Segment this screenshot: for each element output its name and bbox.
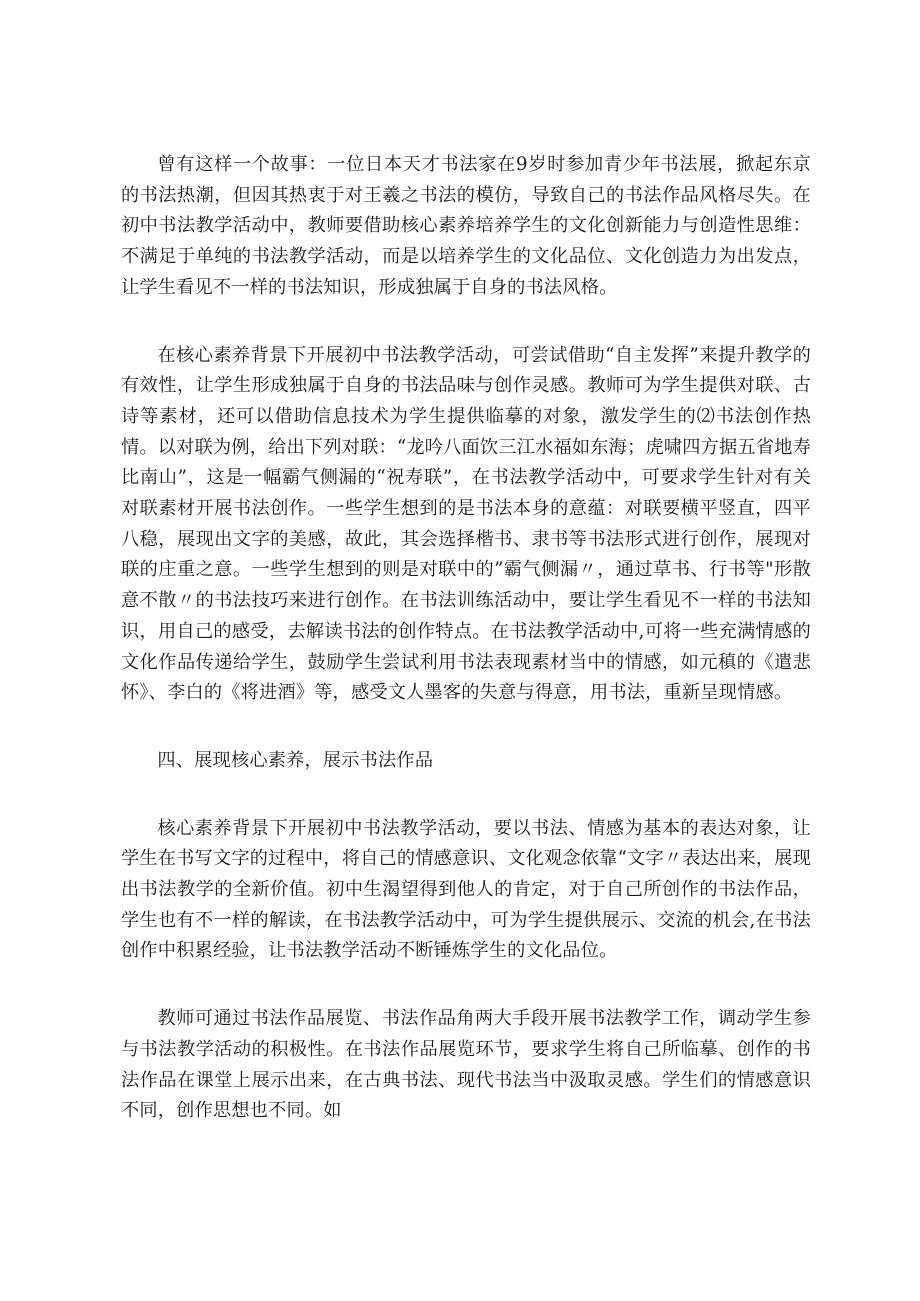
paragraph-story: 曾有这样一个故事：一位日本天才书法家在9岁时参加青少年书法展，掀起东京的书法热潮，但因其热衷于对王羲之书法的模仿，导致自己的书法作品风格尽失。在初中书法教学活动中，教师要借助核心素养培养学生的文化创新能力与创造性思维：不满足于单纯的书法教学活动，而是以培养学生的文化品位、文化创造力为出发点，让学生看见不一样的书法知识，形成独属于自身的书法风格。 [121, 154, 811, 298]
document-page [121, 150, 811, 1164]
paragraph-core-literacy: 核心素养背景下开展初中书法教学活动，要以书法、情感为基本的表达对象，让学生在书写文字的过程中，将自己的情感意识、文化观念依靠“文字〃表达出来，展现出书法教学的全新价值。初中生渴望得到他人的肯定，对于自己所创作的书法作品，学生也有不一样的解读，在书法教学活动中，可为学生提供展示、交流的机会,在书法创作中积累经验，让书法教学活动不断锤炼学生的文化品位。 [121, 817, 811, 962]
paragraph-exhibition: 教师可通过书法作品展览、书法作品角两大手段开展书法教学工作，调动学生参与书法教学活动的积极性。在书法作品展览环节，要求学生将自己所临摹、创作的书法作品在课堂上展示出来，在古典书法、现代书法当中汲取灵感。学生们的情感意识不同，创作思想也不同。如 [121, 1008, 811, 1122]
section-heading: 四、展现核心素养，展示书法作品 [157, 749, 434, 771]
paragraph-self-expression: 在核心素养背景下开展初中书法教学活动，可尝试借助“自主发挥”来提升教学的有效性，让学生形成独属于自身的书法品味与创作灵感。教师可为学生提供对联、古诗等素材，还可以借助信息技术为学生提供临摹的对象，激发学生的⑵书法创作热情。以对联为例，给出下列对联：“龙吟八面饮三江水福如东海；虎啸四方据五省地寿比南山”，这是一幅霸气侧漏的“祝寿联”，在书法教学活动中，可要求学生针对有关对联素材开展书法创作。一些学生想到的是书法本身的意蕴：对联要横平竖直，四平八稳，展现出文字的美感，故此，其会选择楷书、隶书等书法形式进行创作，展现对联的庄重之意。一些学生想到的则是对联中的”霸气侧漏〃，通过草书、行书等"形散意不散〃的书法技巧来进行创作。在书法训练活动中，要让学生看见不一样的书法知识，用自己的感受，去解读书法的创作特点。在书法教学活动中,可将一些充满情感的文化作品传递给学生，鼓励学生尝试利用书法表现素材当中的情感，如元稹的《遣悲怀》、李白的《将进酒》等，感受文人墨客的失意与得意，用书法，重新呈现情感。 [121, 344, 812, 704]
